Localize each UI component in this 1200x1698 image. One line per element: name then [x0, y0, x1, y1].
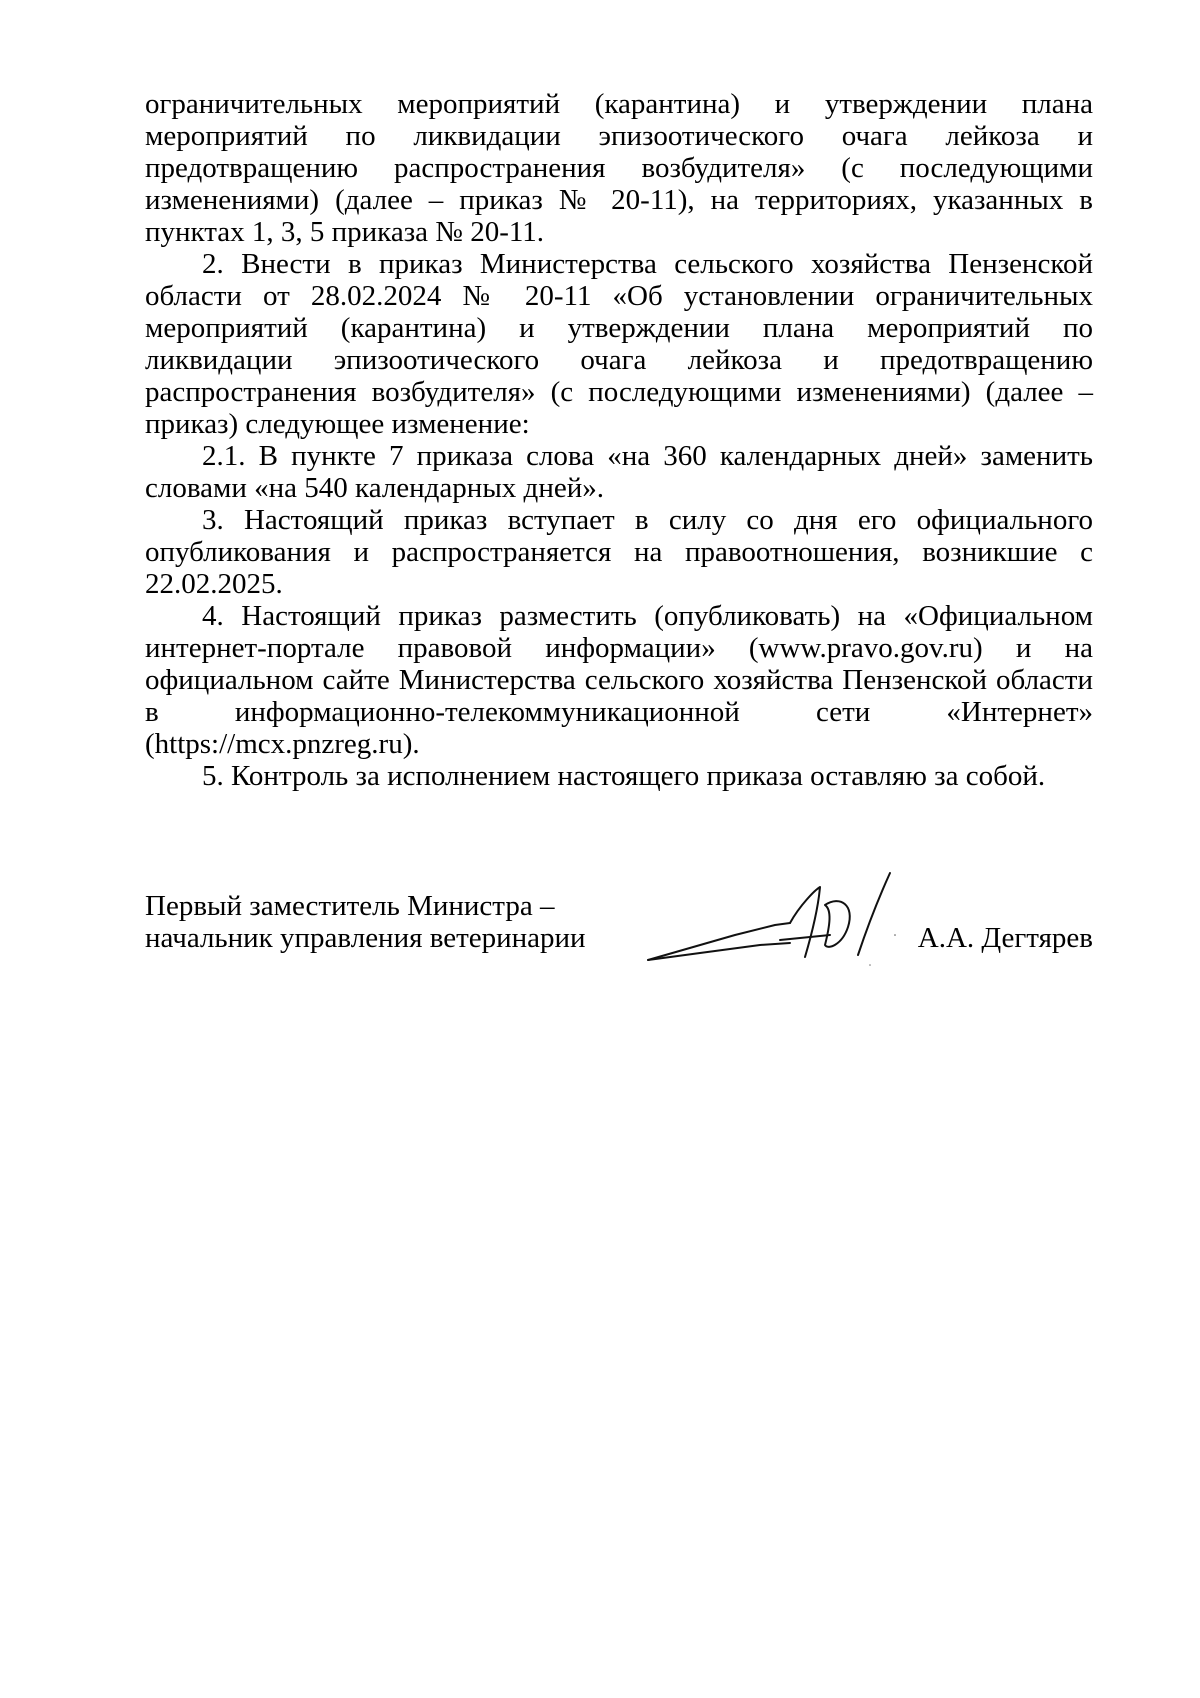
signatory-name: А.А. Дегтярев	[917, 922, 1093, 954]
paragraph-item-3: 3. Настоящий приказ вступает в силу со дня его официального опубликования и распространяется на правоотношения, возникшие с 22.02.2025.	[145, 504, 1093, 600]
paragraph-item-4: 4. Настоящий приказ разместить (опубликовать) на «Официальном интернет-портале правовой информации» (www.pravo.gov.ru) и на официальном сайте Министерства сельского хозяйства Пензенской области в информационно-телекоммуникационной сети «Интернет» (https://mcx.pnzreg.ru).	[145, 600, 1093, 760]
document-body	[145, 88, 1093, 792]
signatory-title-line-1: Первый заместитель Министра –	[145, 890, 555, 922]
signatory-title-line-2: начальник управления ветеринарии	[145, 922, 586, 954]
paragraph-item-2: 2. Внести в приказ Министерства сельского хозяйства Пензенской области от 28.02.2024 № 20-11 «Об установлении ограничительных мероприятий (карантина) и утверждении плана мероприятий по ликвидации эпизоотического очага лейкоза и предотвращению распространения возбудителя» (с последующими изменениями) (далее – приказ) следующее изменение:	[145, 248, 1093, 440]
signatory-title	[145, 890, 586, 954]
handwritten-signature-icon	[640, 865, 900, 975]
paragraph-item-5: 5. Контроль за исполнением настоящего приказа оставляю за собой.	[202, 760, 1046, 792]
paragraph-item-2-1: 2.1. В пункте 7 приказа слова «на 360 календарных дней» заменить словами «на 540 календарных дней».	[145, 440, 1093, 504]
paragraph-continuation: ограничительных мероприятий (карантина) и утверждении плана мероприятий по ликвидации эпизоотического очага лейкоза и предотвращению распространения возбудителя» (с последующими изменениями) (далее – приказ № 20-11), на территориях, указанных в пунктах 1, 3, 5 приказа № 20-11.	[145, 88, 1093, 248]
signature-block	[145, 890, 1093, 1000]
